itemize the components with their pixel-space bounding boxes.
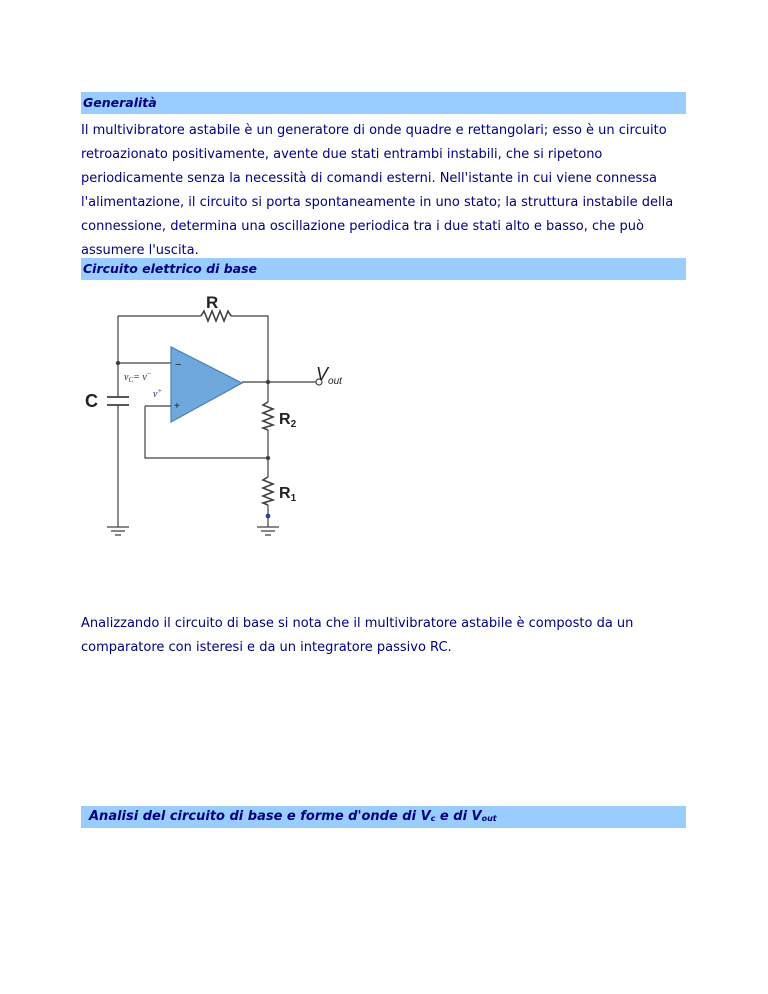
label-vplus: v+ [153,387,163,400]
section-title: Circuito elettrico di base [83,261,258,276]
label-vc-equals-vminus: $v_C= v^-$ [124,370,152,384]
subscript-out: out [481,814,497,823]
text-line: comparatore con isteresi e da un integratore passivo RC. [81,640,452,655]
section-title: Generalità [83,95,157,110]
label-R2: R2 [279,411,297,430]
ground-R1 [257,516,279,535]
wire-noninverting-input [145,406,268,458]
op-amp-minus-sign: − [175,359,182,371]
resistor-R [201,311,231,321]
subscript-c: c [430,814,436,823]
label-vout: $V_{out}$ [316,364,342,387]
ground-capacitor [107,527,129,535]
section-heading-generalita [81,92,686,114]
op-amp-plus-sign: + [174,401,180,412]
text-line: assumere l'uscita. [81,243,199,258]
text-line: Il multivibratore astabile è un generatore di onde quadre e rettangolari; esso è un circuito [81,123,667,138]
text-line: periodicamente senza la necessità di comandi esterni. Nell'istante in cui viene connessa [81,171,658,186]
resistor-R2 [263,402,273,430]
text-line: retroazionato positivamente, avente due stati entrambi instabili, che si ripetono [81,147,603,162]
capacitor-plates [107,397,129,405]
label-R1: R1 [279,485,297,504]
resistor-R1 [263,477,273,505]
node-dot-ground [266,514,271,519]
paragraph-analisi-intro [81,612,691,660]
op-amp [171,347,242,422]
astable-multivibrator-circuit-diagram [81,290,381,560]
text-line: connessione, determina una oscillazione periodica tra i due stati alto e basso, che può [81,219,644,234]
label-R: R [206,293,219,312]
section-heading-circuito [81,258,686,280]
label-C: C [85,391,98,411]
section-heading-analisi [81,806,686,828]
paragraph-generalita [81,119,691,263]
section-title-mid: e di V [435,809,482,824]
text-line: l'alimentazione, il circuito si porta spontaneamente in uno stato; la struttura instabile della [81,195,674,210]
section-title-prefix: Analisi del circuito di base e forme d'onde di V [89,809,431,824]
text-line: Analizzando il circuito di base si nota che il multivibratore astabile è composto da un [81,616,634,631]
